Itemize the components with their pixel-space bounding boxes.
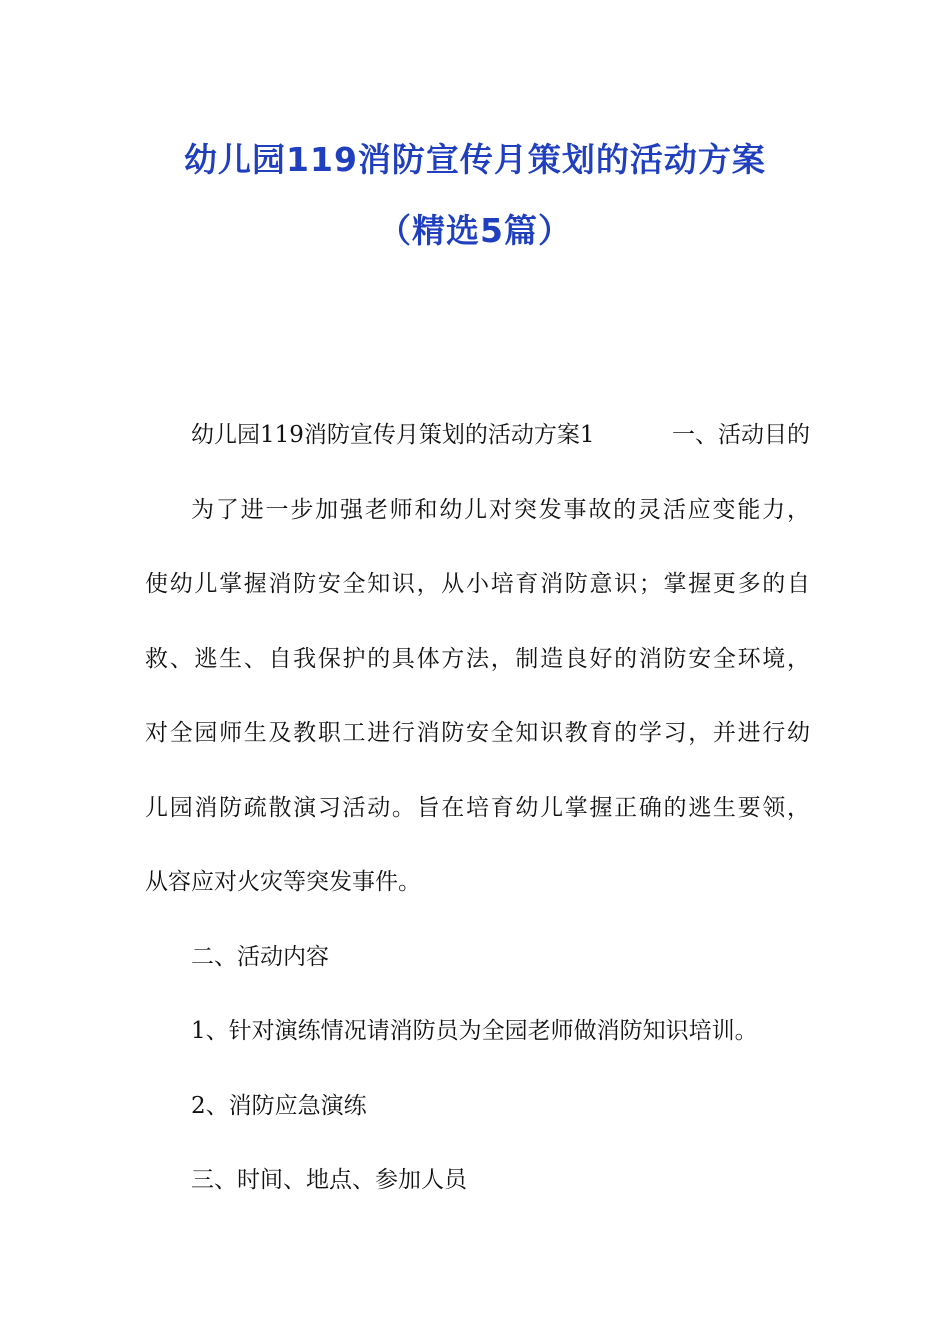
paragraph-line: 儿园消防疏散演习活动。旨在培育幼儿掌握正确的逃生要领， — [145, 794, 810, 821]
section1-heading-line — [145, 413, 810, 488]
paragraph-line: 为了进一步加强老师和幼儿对突发事故的灵活应变能力， — [191, 496, 810, 523]
list-item: 2、消防应急演练 — [191, 1092, 367, 1119]
section1-subheading: 一、活动目的 — [672, 422, 810, 448]
list-item: 1、针对演练情况请消防员为全园老师做消防知识培训。 — [191, 1018, 758, 1044]
paragraph-line: 对全园师生及教职工进行消防安全知识教育的学习，并进行幼 — [145, 720, 810, 746]
paragraph-line: 使幼儿掌握消防安全知识，从小培育消防意识；掌握更多的自 — [145, 571, 810, 597]
paragraph-line: 从容应对火灾等突发事件。 — [145, 869, 421, 895]
section1-heading: 幼儿园119消防宣传月策划的活动方案1 — [191, 422, 595, 448]
section-heading: 三、时间、地点、参加人员 — [191, 1167, 467, 1193]
document-subtitle: （精选5篇） — [378, 211, 572, 250]
document-title: 幼儿园119消防宣传月策划的活动方案 — [184, 140, 766, 179]
paragraph-line: 救、逃生、自我保护的具体方法，制造良好的消防安全环境， — [145, 645, 810, 672]
section-heading: 二、活动内容 — [191, 943, 329, 970]
document-body — [145, 413, 810, 1233]
